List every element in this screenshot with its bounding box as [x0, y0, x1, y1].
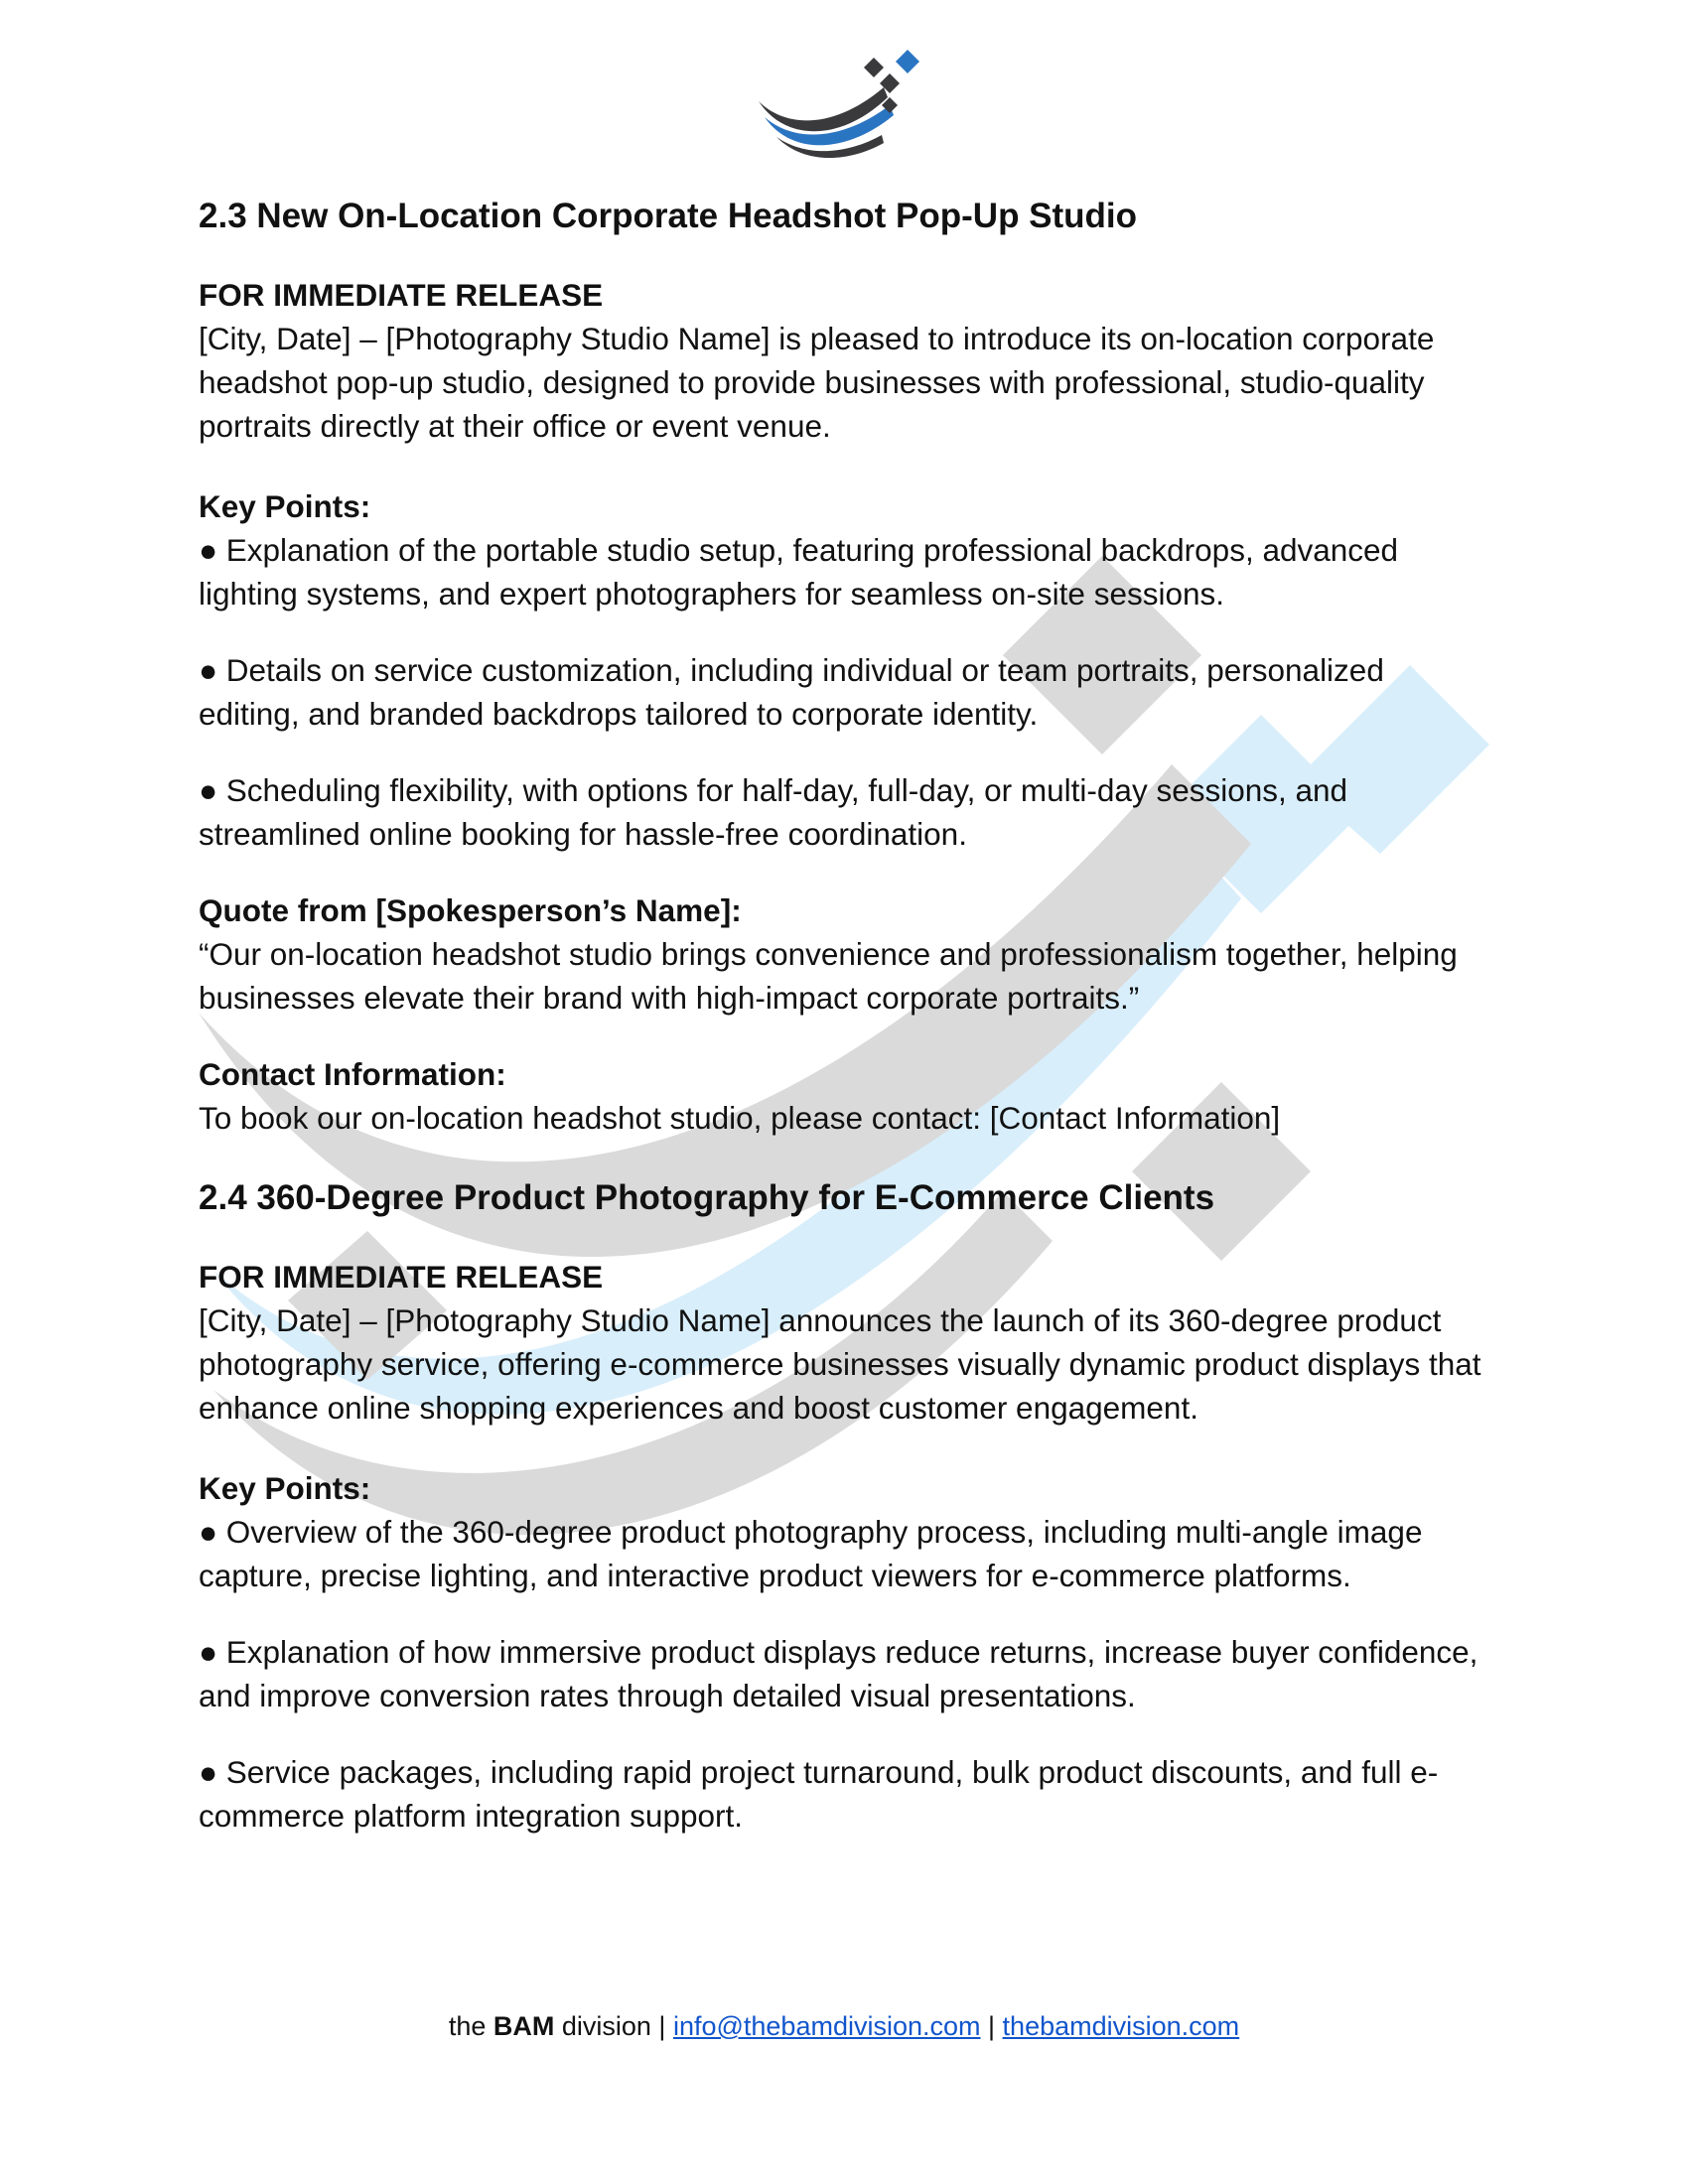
footer-separator: |: [650, 2011, 673, 2041]
quote-label: Quote from [Spokesperson’s Name]:: [199, 892, 742, 928]
footer-prefix: the: [448, 2011, 493, 2041]
footer-separator: |: [980, 2011, 1003, 2041]
section-title: 2.3 New On-Location Corporate Headshot Pop-Up Studio: [199, 197, 1138, 235]
footer-website-link[interactable]: thebamdivision.com: [1002, 2011, 1240, 2041]
document-body: [199, 195, 1489, 1838]
key-points-label: Key Points:: [199, 1470, 371, 1506]
contact-label: Contact Information:: [199, 1056, 506, 1092]
key-points-label: Key Points:: [199, 488, 371, 524]
key-point: ● Explanation of how immersive product displays reduce returns, increase buyer confidence, and improve conversion rates through detailed visual presentations.: [199, 1634, 1478, 1713]
quote-text: “Our on-location headshot studio brings convenience and professionalism together, helping businesses elevate their brand with high-impact corporate portraits.”: [199, 936, 1458, 1016]
section-title: 2.4 360-Degree Product Photography for E-Commerce Clients: [199, 1178, 1215, 1217]
release-label: FOR IMMEDIATE RELEASE: [199, 277, 604, 313]
key-point: ● Details on service customization, including individual or team portraits, personalized editing, and branded backdrops tailored to corporate identity.: [199, 652, 1384, 732]
key-point: ● Scheduling flexibility, with options for half-day, full-day, or multi-day sessions, and streamlined online booking for hassle-free coordination.: [199, 772, 1348, 852]
bam-division-logo: [757, 50, 931, 159]
footer-brand: BAM: [492, 2011, 555, 2041]
footer-suffix: division: [554, 2011, 651, 2041]
page-footer: [0, 2008, 1688, 2044]
key-point: ● Service packages, including rapid project turnaround, bulk product discounts, and full e-commerce platform integration support.: [199, 1754, 1439, 1834]
footer-email-link[interactable]: info@thebamdivision.com: [672, 2011, 981, 2041]
key-point: ● Explanation of the portable studio setup, featuring professional backdrops, advanced lighting systems, and expert photographers for seamless on-site sessions.: [199, 532, 1399, 612]
release-label: FOR IMMEDIATE RELEASE: [199, 1259, 604, 1295]
key-point: ● Overview of the 360-degree product photography process, including multi-angle image capture, precise lighting, and interactive product viewers for e-commerce platforms.: [199, 1514, 1423, 1593]
intro-paragraph: [City, Date] – [Photography Studio Name] announces the launch of its 360-degree product photography service, offering e-commerce businesses visually dynamic product displays that enhance online shopping experiences and boost customer engagement.: [199, 1302, 1481, 1426]
contact-text: To book our on-location headshot studio, please contact: [Contact Information]: [199, 1100, 1281, 1136]
intro-paragraph: [City, Date] – [Photography Studio Name] is pleased to introduce its on-location corporate headshot pop-up studio, designed to provide businesses with professional, studio-quality portraits directly at their office or event venue.: [199, 321, 1435, 444]
